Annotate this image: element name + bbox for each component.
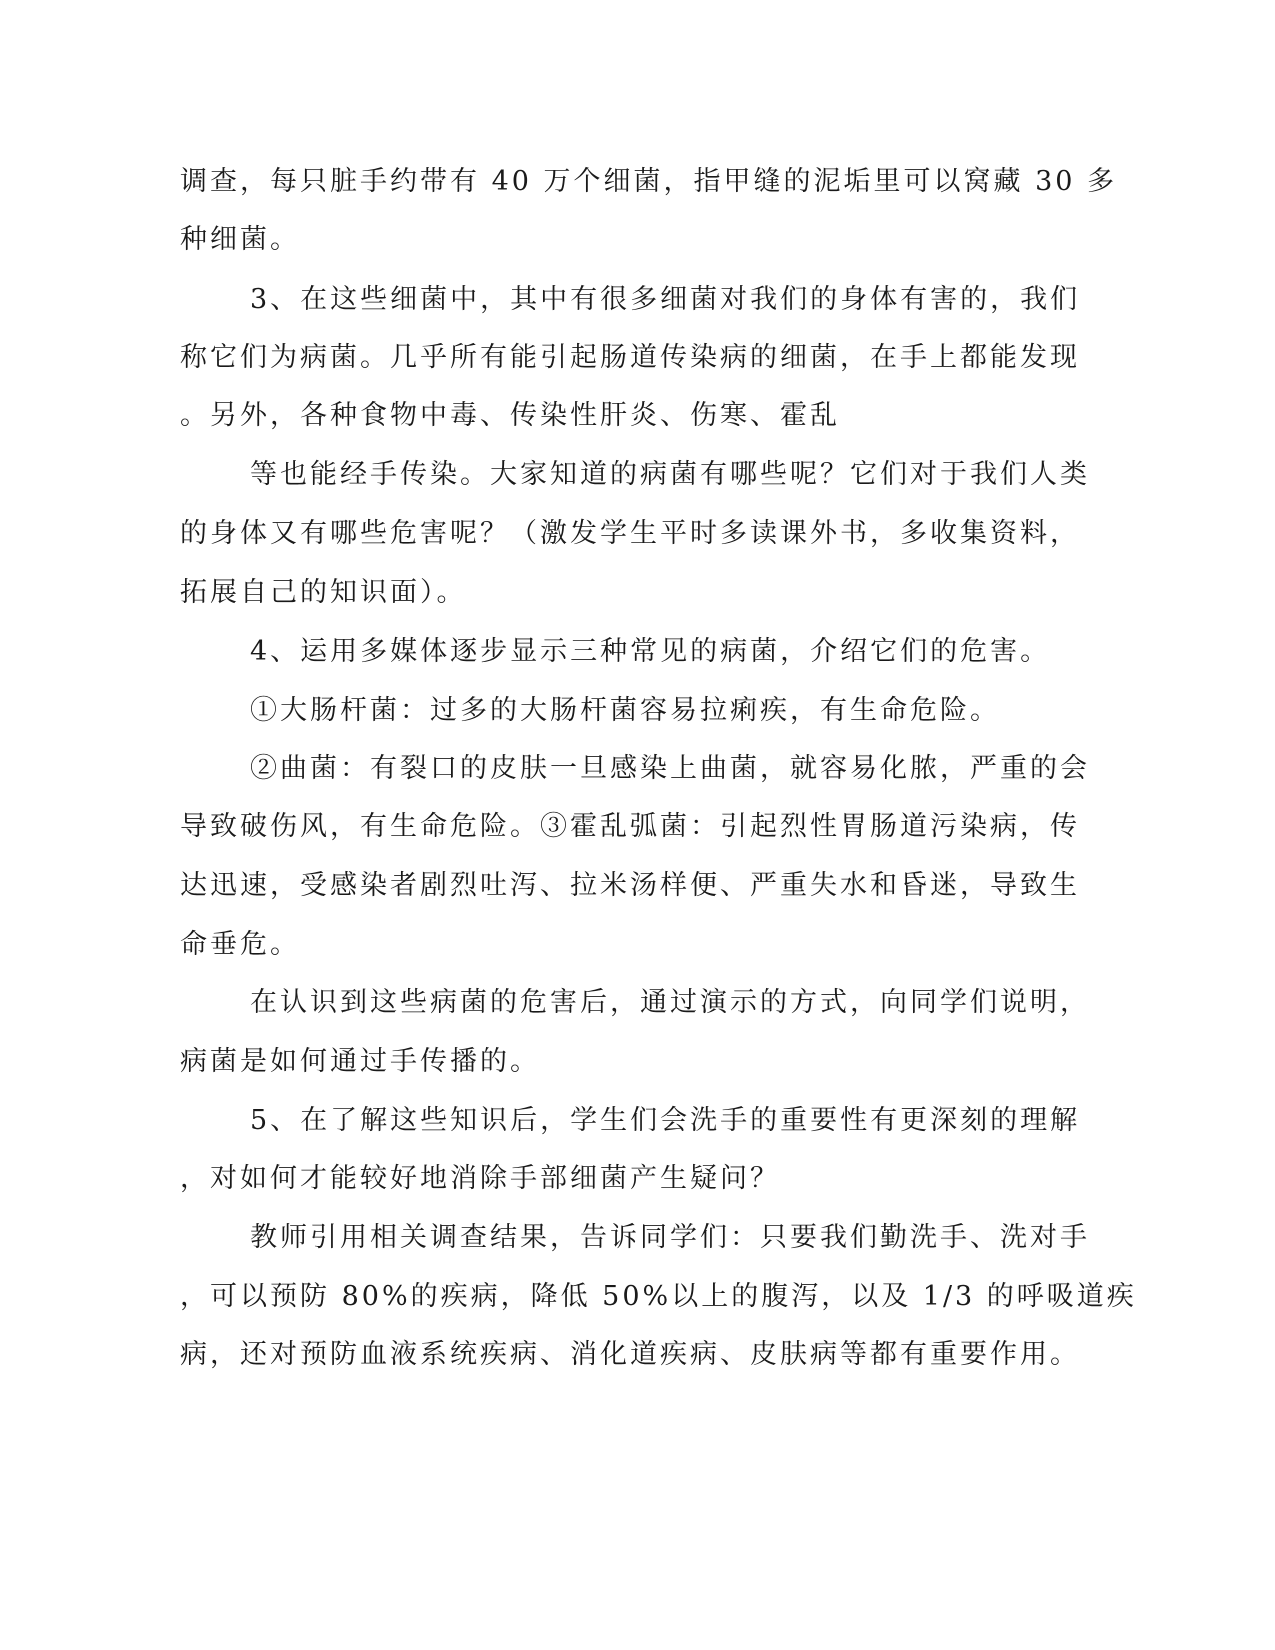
text-line: 教师引用相关调查结果，告诉同学们：只要我们勤洗手、洗对手 (250, 1222, 1090, 1253)
text-line: 。另外，各种食物中毒、传染性肝炎、伤寒、霍乱 (180, 400, 840, 431)
text-line: 种细菌。 (180, 224, 300, 255)
text-line: 命垂危。 (180, 929, 300, 960)
text-line: ①大肠杆菌：过多的大肠杆菌容易拉痢疾，有生命危险。 (250, 695, 1000, 726)
text-line: ，可以预防 80%的疾病，降低 50%以上的腹泻，以及 1/3 的呼吸道疾 (180, 1281, 1137, 1312)
text-line: ，对如何才能较好地消除手部细菌产生疑问？ (180, 1163, 780, 1194)
text-line: 病菌是如何通过手传播的。 (180, 1046, 540, 1077)
text-line: 4、运用多媒体逐步显示三种常见的病菌，介绍它们的危害。 (250, 636, 1051, 667)
text-line: 5、在了解这些知识后，学生们会洗手的重要性有更深刻的理解 (250, 1105, 1081, 1136)
text-line: 病，还对预防血液系统疾病、消化道疾病、皮肤病等都有重要作用。 (180, 1339, 1080, 1370)
text-line: 达迅速，受感染者剧烈吐泻、拉米汤样便、严重失水和昏迷，导致生 (180, 870, 1080, 901)
text-line: 调查，每只脏手约带有 40 万个细菌，指甲缝的泥垢里可以窝藏 30 多 (180, 166, 1118, 197)
text-line: ②曲菌：有裂口的皮肤一旦感染上曲菌，就容易化脓，严重的会 (250, 753, 1090, 784)
text-line: 称它们为病菌。几乎所有能引起肠道传染病的细菌，在手上都能发现 (180, 342, 1080, 373)
text-line: 等也能经手传染。大家知道的病菌有哪些呢？它们对于我们人类 (250, 459, 1090, 490)
text-line: 的身体又有哪些危害呢？（激发学生平时多读课外书，多收集资料， (180, 518, 1080, 549)
text-line: 3、在这些细菌中，其中有很多细菌对我们的身体有害的，我们 (250, 284, 1081, 315)
text-line: 拓展自己的知识面）。 (180, 577, 467, 608)
text-line: 在认识到这些病菌的危害后，通过演示的方式，向同学们说明， (250, 987, 1090, 1018)
text-line: 导致破伤风，有生命危险。③霍乱弧菌：引起烈性胃肠道污染病，传 (180, 811, 1080, 842)
